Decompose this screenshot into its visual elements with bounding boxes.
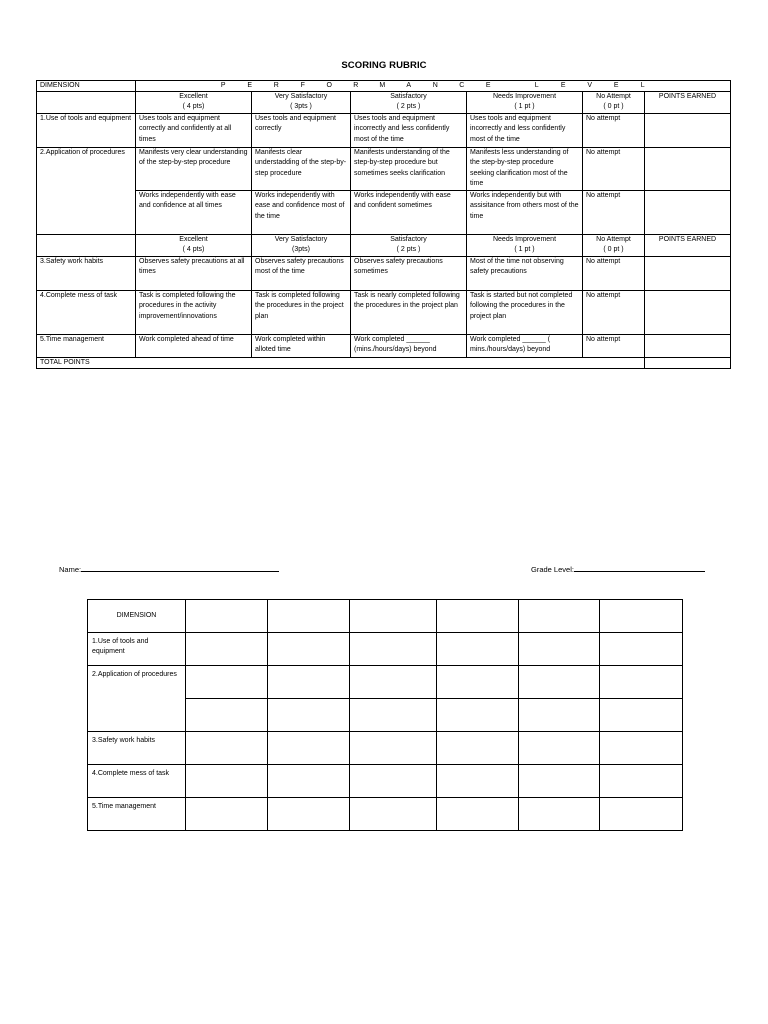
sheet-blank-cell[interactable] [600, 798, 683, 831]
sheet-blank-cell[interactable] [519, 765, 600, 798]
level-header-cell [252, 92, 351, 114]
level-header-row [37, 235, 731, 257]
criteria-cell [136, 257, 252, 291]
dimension-cell [37, 114, 136, 148]
performance-level-letter: E [247, 82, 253, 89]
sheet-dimension-label: 3.Safety work habits [92, 737, 156, 744]
sheet-blank-cell[interactable] [268, 666, 350, 699]
rubric-row [37, 114, 731, 148]
sheet-blank-cell[interactable] [350, 600, 437, 633]
sheet-blank-cell[interactable] [519, 798, 600, 831]
sheet-dimension-cell [88, 732, 186, 765]
sheet-blank-cell[interactable] [350, 666, 437, 699]
level-points: ( 2 pts ) [396, 246, 421, 254]
performance-level-letter: C [459, 82, 465, 89]
level-points: ( 0 pt ) [603, 246, 624, 254]
dimension-cell [37, 291, 136, 335]
performance-level-letter: E [560, 82, 566, 89]
sheet-blank-cell[interactable] [600, 633, 683, 666]
criteria-cell [351, 114, 467, 148]
criteria-text: Task is started but not completed following the procedures in the project plan [470, 292, 573, 320]
sheet-blank-cell[interactable] [186, 798, 268, 831]
level-name: Excellent [179, 236, 208, 244]
criteria-cell [252, 148, 351, 191]
sheet-blank-cell[interactable] [437, 633, 519, 666]
sheet-blank-cell[interactable] [600, 732, 683, 765]
points-earned-header [645, 235, 731, 257]
points-earned-cell[interactable] [645, 257, 731, 291]
sheet-blank-cell[interactable] [350, 765, 437, 798]
criteria-cell [583, 291, 645, 335]
level-points: ( 1 pt ) [514, 103, 535, 111]
total-points-label: TOTAL POINTS [40, 359, 90, 367]
level-header-cell [351, 92, 467, 114]
level-name: Satisfactory [390, 93, 427, 101]
sheet-blank-cell[interactable] [600, 765, 683, 798]
sheet-blank-cell[interactable] [186, 699, 268, 732]
level-name: No Attempt [596, 93, 631, 101]
level-points: ( 4 pts) [182, 103, 205, 111]
criteria-cell [467, 257, 583, 291]
sheet-blank-cell[interactable] [268, 765, 350, 798]
points-earned-label: POINTS EARNED [658, 236, 717, 244]
sheet-blank-cell[interactable] [186, 633, 268, 666]
dimension-label: 2.Application of procedures [40, 149, 125, 157]
level-points: ( 0 pt ) [603, 103, 624, 111]
points-earned-label: POINTS EARNED [658, 93, 717, 101]
sheet-row [88, 633, 683, 666]
criteria-cell [583, 335, 645, 358]
sheet-blank-cell[interactable] [437, 732, 519, 765]
level-header-cell [583, 235, 645, 257]
sheet-blank-cell[interactable] [186, 666, 268, 699]
sheet-blank-cell[interactable] [519, 699, 600, 732]
level-name: Very Satisfactory [274, 236, 328, 244]
name-label: Name: [59, 565, 82, 574]
criteria-text: Observes safety precautions sometimes [354, 258, 443, 276]
sheet-header-row [88, 600, 683, 633]
level-header-cell [136, 235, 252, 257]
criteria-cell [252, 291, 351, 335]
criteria-text: Works independently but with assisitance from others most of the time [470, 192, 579, 220]
sheet-dimension-cell [88, 666, 186, 732]
performance-level-letter: E [485, 82, 491, 89]
sheet-blank-cell[interactable] [437, 600, 519, 633]
level-points: ( 1 pt ) [514, 246, 535, 254]
level-name: Satisfactory [390, 236, 427, 244]
points-earned-cell[interactable] [645, 335, 731, 358]
criteria-cell [136, 335, 252, 358]
rubric-row [37, 257, 731, 291]
criteria-cell [467, 191, 583, 235]
blank-score-table [87, 599, 683, 831]
sheet-blank-cell[interactable] [600, 666, 683, 699]
criteria-cell [351, 257, 467, 291]
sheet-dimension-label: 1.Use of tools and equipment [92, 638, 149, 655]
criteria-cell [583, 191, 645, 235]
performance-level-letter: M [379, 82, 386, 89]
performance-level-letter: L [640, 82, 645, 89]
sheet-blank-cell[interactable] [519, 633, 600, 666]
level-header-cell [351, 235, 467, 257]
sheet-blank-cell[interactable] [268, 732, 350, 765]
sheet-blank-cell[interactable] [268, 798, 350, 831]
rubric-header-row [37, 81, 731, 92]
points-earned-cell[interactable] [645, 191, 731, 235]
grade-level-underline [574, 563, 705, 572]
dimension-label: 1.Use of tools and equipment [40, 115, 132, 123]
criteria-cell [467, 148, 583, 191]
rubric-row [37, 191, 731, 235]
sheet-blank-cell[interactable] [268, 600, 350, 633]
criteria-cell [351, 191, 467, 235]
total-points-cell[interactable] [645, 358, 731, 369]
sheet-dimension-label: 2.Application of procedures [92, 671, 177, 678]
criteria-text: No attempt [586, 292, 621, 300]
sheet-row [88, 732, 683, 765]
criteria-text: Works independently with ease and confidence most of the time [255, 192, 345, 220]
sheet-blank-cell[interactable] [268, 633, 350, 666]
sheet-row [88, 765, 683, 798]
criteria-text: Work completed ______ (mins./hours/days) beyond [354, 336, 437, 354]
criteria-cell [467, 335, 583, 358]
performance-level-header [136, 81, 731, 92]
dimension-header-cell [37, 81, 136, 92]
sheet-blank-cell[interactable] [437, 666, 519, 699]
criteria-text: Uses tools and equipment incorrectly and less confidently most of the time [354, 115, 450, 143]
performance-level-letter: P [220, 82, 226, 89]
criteria-cell [136, 114, 252, 148]
dimension-header: DIMENSION [40, 82, 80, 89]
criteria-cell [252, 257, 351, 291]
total-points-row [37, 358, 731, 369]
scoring-rubric-table [36, 80, 731, 369]
performance-level-letter: O [326, 82, 332, 89]
sheet-blank-cell[interactable] [186, 765, 268, 798]
sheet-blank-cell[interactable] [186, 732, 268, 765]
level-points: ( 2 pts ) [396, 103, 421, 111]
sheet-dimension-header-cell [88, 600, 186, 633]
performance-level-letter: N [432, 82, 438, 89]
sheet-dimension-label: 5.Time management [92, 803, 156, 810]
level-name: Very Satisfactory [274, 93, 328, 101]
sheet-row [88, 798, 683, 831]
sheet-dimension-cell [88, 798, 186, 831]
sheet-dimension-cell [88, 633, 186, 666]
name-field[interactable] [59, 563, 279, 574]
criteria-cell [467, 114, 583, 148]
page-title: SCORING RUBRIC [341, 60, 427, 71]
criteria-cell [351, 148, 467, 191]
sheet-blank-cell[interactable] [519, 732, 600, 765]
criteria-cell [583, 114, 645, 148]
sheet-dimension-header: DIMENSION [116, 612, 157, 619]
name-underline [81, 563, 279, 572]
sheet-blank-cell[interactable] [350, 732, 437, 765]
sheet-blank-cell[interactable] [268, 699, 350, 732]
level-header-cell [467, 92, 583, 114]
criteria-text: Uses tools and equipment correctly [255, 115, 336, 133]
dimension-cell [37, 335, 136, 358]
empty-dimension-cell [37, 235, 136, 257]
criteria-cell [351, 335, 467, 358]
criteria-text: Observes safety precautions most of the time [255, 258, 344, 276]
level-name: Excellent [179, 93, 208, 101]
sheet-blank-cell[interactable] [186, 600, 268, 633]
sheet-blank-cell[interactable] [350, 798, 437, 831]
points-earned-cell[interactable] [645, 291, 731, 335]
criteria-text: Work completed ahead of time [139, 336, 234, 344]
level-name: Needs Improvement [492, 236, 557, 244]
criteria-text: Uses tools and equipment correctly and confidently at all times [139, 115, 232, 143]
sheet-blank-cell[interactable] [519, 600, 600, 633]
criteria-text: Works independently with ease and confident sometimes [354, 192, 451, 210]
criteria-cell [136, 148, 252, 191]
rubric-row [37, 148, 731, 191]
dimension-label: 5.Time management [40, 336, 104, 344]
level-header-row [37, 92, 731, 114]
grade-level-field[interactable] [531, 563, 705, 574]
criteria-text: Observes safety precautions at all times [139, 258, 245, 276]
sheet-blank-cell[interactable] [600, 699, 683, 732]
sheet-blank-cell[interactable] [600, 600, 683, 633]
criteria-text: Manifests less understanding of the step-by-step procedure seeking clarification most of the time [470, 149, 569, 187]
criteria-cell [252, 114, 351, 148]
criteria-cell [136, 291, 252, 335]
performance-level-letter: E [613, 82, 619, 89]
total-points-label-cell [37, 358, 645, 369]
criteria-text: Task is completed following the procedures in the activity improvement/innovations [139, 292, 236, 320]
level-header-cell [252, 235, 351, 257]
rubric-row [37, 291, 731, 335]
performance-level-letter: F [300, 82, 305, 89]
points-earned-header [645, 92, 731, 114]
sheet-blank-cell[interactable] [437, 798, 519, 831]
level-name: No Attempt [596, 236, 631, 244]
criteria-text: Work completed within alloted time [255, 336, 326, 354]
dimension-cell [37, 257, 136, 291]
criteria-cell [467, 291, 583, 335]
criteria-cell [252, 191, 351, 235]
criteria-text: Uses tools and equipment incorrectly and less confidently most of the time [470, 115, 566, 143]
criteria-cell [583, 257, 645, 291]
criteria-text: Task is nearly completed following the procedures in the project plan [354, 292, 460, 310]
sheet-dimension-label: 4.Complete mess of task [92, 770, 170, 777]
level-header-cell [583, 92, 645, 114]
sheet-blank-cell[interactable] [519, 666, 600, 699]
criteria-text: Works independently with ease and confidence at all times [139, 192, 236, 210]
sheet-blank-cell[interactable] [350, 699, 437, 732]
sheet-dimension-cell [88, 765, 186, 798]
criteria-cell [583, 148, 645, 191]
dimension-label: 3.Safety work habits [40, 258, 104, 266]
sheet-blank-cell[interactable] [350, 633, 437, 666]
points-earned-cell[interactable] [645, 114, 731, 148]
criteria-text: No attempt [586, 115, 621, 123]
performance-level-letter: R [273, 82, 279, 89]
rubric-row [37, 335, 731, 358]
criteria-text: No attempt [586, 336, 621, 344]
criteria-text: Work completed ______ ( mins./hours/days) beyond [470, 336, 551, 354]
criteria-cell [252, 335, 351, 358]
sheet-blank-cell[interactable] [437, 699, 519, 732]
dimension-cell [37, 148, 136, 235]
criteria-text: Manifests clear understadding of the step-by-step procedure [255, 149, 347, 177]
level-name: Needs Improvement [492, 93, 557, 101]
level-points: ( 3pts ) [290, 103, 312, 111]
dimension-label: 4.Complete mess of task [40, 292, 118, 300]
level-header-cell [136, 92, 252, 114]
criteria-text: No attempt [586, 192, 621, 200]
performance-level-letter: L [534, 82, 539, 89]
level-points: (3pts) [292, 246, 310, 254]
criteria-text: Task is completed following the procedures in the project plan [255, 292, 344, 320]
criteria-text: No attempt [586, 258, 621, 266]
criteria-cell [351, 291, 467, 335]
level-points: ( 4 pts) [182, 246, 205, 254]
sheet-blank-cell[interactable] [437, 765, 519, 798]
criteria-cell [136, 191, 252, 235]
performance-level-letter: R [353, 82, 359, 89]
performance-level-letter: A [406, 82, 412, 89]
performance-level-letter: V [587, 82, 593, 89]
level-header-cell [467, 235, 583, 257]
criteria-text: Manifests very clear understanding of the step-by-step procedure [139, 149, 248, 167]
empty-dimension-cell [37, 92, 136, 114]
criteria-text: No attempt [586, 149, 621, 157]
sheet-row [88, 666, 683, 699]
grade-level-label: Grade Level: [531, 565, 574, 574]
criteria-text: Most of the time not observing safety precautions [470, 258, 564, 276]
points-earned-cell[interactable] [645, 148, 731, 191]
criteria-text: Manifests understanding of the step-by-step procedure but sometimes seeks clarification [354, 149, 450, 177]
